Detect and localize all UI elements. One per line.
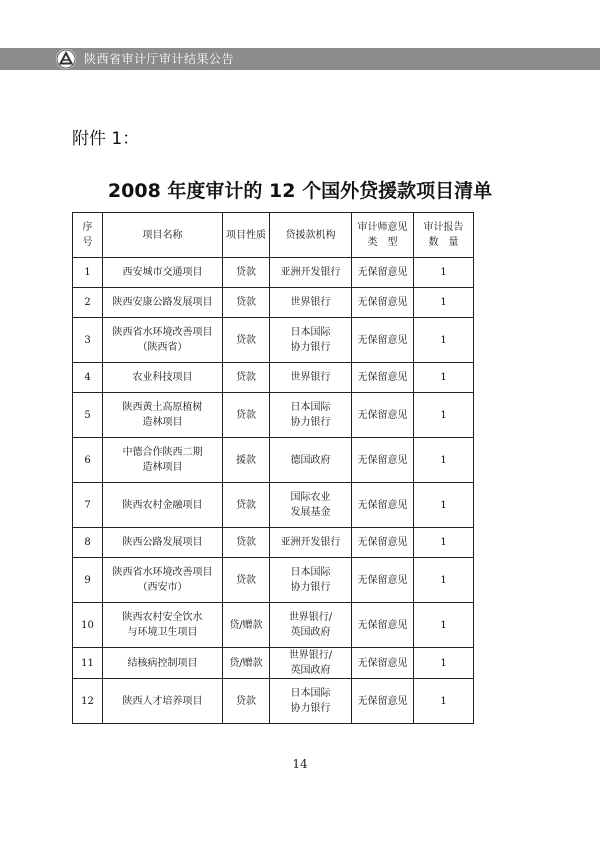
header-project-name: 项目名称 [103,213,223,258]
cell-lending-org: 日本国际 协力银行 [270,679,352,724]
cell-lending-org: 日本国际 协力银行 [270,558,352,603]
header-report-count: 审计报告 数 量 [414,213,474,258]
cell-report-count: 1 [414,363,474,393]
header-project-type: 项目性质 [223,213,270,258]
cell-number: 10 [73,603,103,648]
audit-emblem-icon [56,49,76,69]
cell-project-name: 陕西农村金融项目 [103,483,223,528]
cell-auditor-opinion: 无保留意见 [352,363,414,393]
cell-report-count: 1 [414,288,474,318]
cell-project-name: 陕西人才培养项目 [103,679,223,724]
cell-auditor-opinion: 无保留意见 [352,438,414,483]
cell-project-type: 贷/赠款 [223,603,270,648]
table-body [73,258,474,724]
table-row [73,318,474,363]
cell-project-type: 贷款 [223,318,270,363]
cell-project-name: 陕西黄土高原植树 造林项目 [103,393,223,438]
cell-number: 2 [73,288,103,318]
cell-project-name: 中德合作陕西二期 造林项目 [103,438,223,483]
table-row [73,258,474,288]
cell-project-name: 西安城市交通项目 [103,258,223,288]
cell-project-name: 陕西省水环境改善项目 （西安市） [103,558,223,603]
cell-report-count: 1 [414,648,474,679]
cell-auditor-opinion: 无保留意见 [352,558,414,603]
cell-project-type: 援款 [223,438,270,483]
cell-lending-org: 世界银行 [270,363,352,393]
cell-project-name: 陕西公路发展项目 [103,528,223,558]
cell-report-count: 1 [414,258,474,288]
cell-number: 11 [73,648,103,679]
cell-project-type: 贷款 [223,558,270,603]
cell-project-name: 陕西安康公路发展项目 [103,288,223,318]
table-row [73,648,474,679]
cell-project-type: 贷款 [223,679,270,724]
cell-number: 1 [73,258,103,288]
cell-project-type: 贷款 [223,483,270,528]
table-header-row [73,213,474,258]
cell-report-count: 1 [414,318,474,363]
cell-auditor-opinion: 无保留意见 [352,288,414,318]
cell-lending-org: 世界银行 [270,288,352,318]
cell-project-type: 贷/赠款 [223,648,270,679]
cell-number: 6 [73,438,103,483]
cell-number: 7 [73,483,103,528]
cell-project-name: 陕西农村安全饮水 与环境卫生项目 [103,603,223,648]
page-number: 14 [292,757,308,771]
table-row [73,363,474,393]
cell-auditor-opinion: 无保留意见 [352,258,414,288]
header-title: 陕西省审计厅审计结果公告 [84,52,235,66]
cell-project-type: 贷款 [223,528,270,558]
cell-number: 5 [73,393,103,438]
cell-report-count: 1 [414,558,474,603]
cell-report-count: 1 [414,603,474,648]
cell-lending-org: 国际农业 发展基金 [270,483,352,528]
cell-lending-org: 亚洲开发银行 [270,258,352,288]
cell-lending-org: 德国政府 [270,438,352,483]
cell-project-name: 结核病控制项目 [103,648,223,679]
cell-lending-org: 世界银行/ 英国政府 [270,603,352,648]
table-row [73,438,474,483]
table-row [73,528,474,558]
attachment-label: 附件 1： [72,129,140,149]
cell-auditor-opinion: 无保留意见 [352,393,414,438]
cell-auditor-opinion: 无保留意见 [352,679,414,724]
cell-report-count: 1 [414,483,474,528]
document-title: 2008 年度审计的 12 个国外贷援款项目清单 [107,180,493,202]
project-table [72,212,474,724]
cell-project-type: 贷款 [223,363,270,393]
cell-project-type: 贷款 [223,288,270,318]
cell-number: 3 [73,318,103,363]
table-row [73,288,474,318]
cell-project-name: 陕西省水环境改善项目 （陕西省） [103,318,223,363]
cell-report-count: 1 [414,528,474,558]
cell-lending-org: 世界银行/ 英国政府 [270,648,352,679]
cell-project-type: 贷款 [223,258,270,288]
cell-auditor-opinion: 无保留意见 [352,318,414,363]
cell-report-count: 1 [414,393,474,438]
cell-auditor-opinion: 无保留意见 [352,648,414,679]
cell-lending-org: 亚洲开发银行 [270,528,352,558]
cell-number: 12 [73,679,103,724]
header-auditor-opinion: 审计师意见 类 型 [352,213,414,258]
table-row [73,603,474,648]
cell-number: 9 [73,558,103,603]
cell-project-name: 农业科技项目 [103,363,223,393]
table-row [73,393,474,438]
header-number: 序 号 [73,213,103,258]
cell-lending-org: 日本国际 协力银行 [270,318,352,363]
cell-auditor-opinion: 无保留意见 [352,528,414,558]
cell-number: 8 [73,528,103,558]
table-row [73,558,474,603]
cell-project-type: 贷款 [223,393,270,438]
table-row [73,483,474,528]
table-row [73,679,474,724]
cell-number: 4 [73,363,103,393]
cell-report-count: 1 [414,438,474,483]
cell-report-count: 1 [414,679,474,724]
header-lending-org: 贷援款机构 [270,213,352,258]
cell-auditor-opinion: 无保留意见 [352,603,414,648]
cell-auditor-opinion: 无保留意见 [352,483,414,528]
cell-lending-org: 日本国际 协力银行 [270,393,352,438]
